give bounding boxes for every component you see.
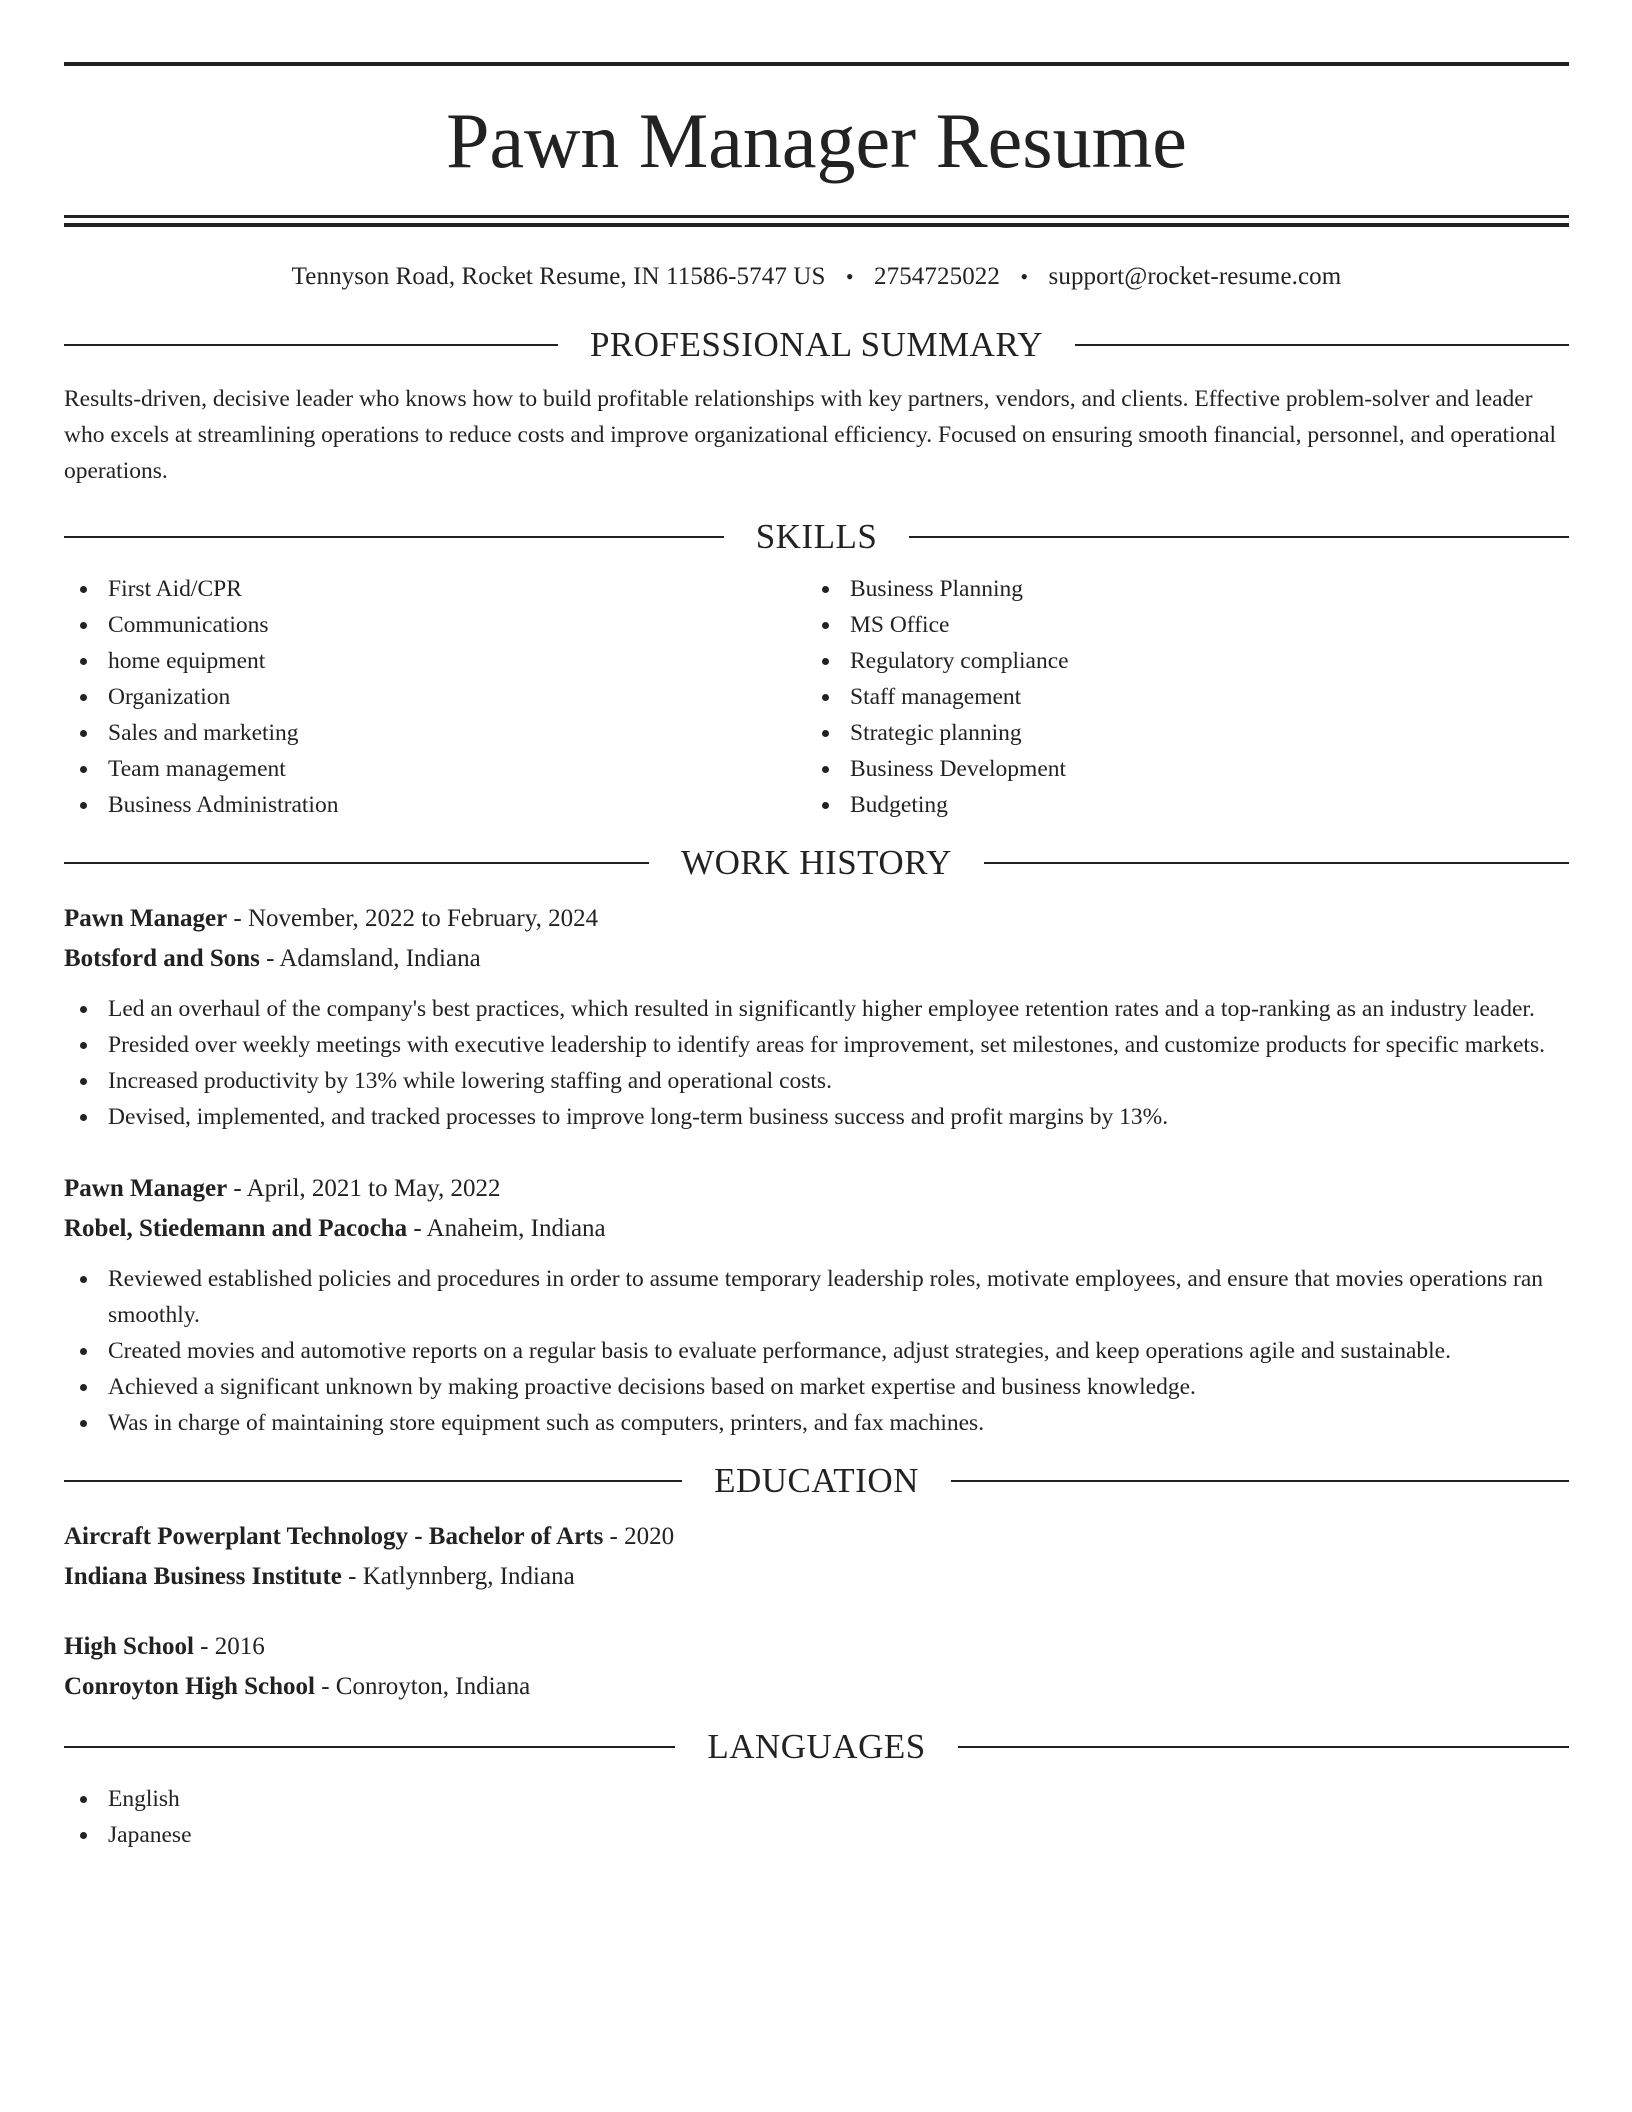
section-heading-skills [64,517,1569,557]
skill-item: MS Office [806,607,1548,643]
education-degree-line [64,1517,1569,1557]
job-entry [64,899,1569,1135]
job-bullet: Reviewed established policies and procedures in order to assume temporary leadership roles, motivate employees, and ensure that movies operations ran smoothly. [64,1261,1569,1333]
heading-rule-left [64,1480,682,1482]
job-title: Pawn Manager [64,905,228,932]
top-rule [64,62,1569,66]
language-item: Japanese [64,1817,1569,1853]
education-location: - Katlynnberg, Indiana [341,1563,575,1590]
section-heading-summary [64,325,1569,365]
job-bullet: Increased productivity by 13% while lowering staffing and operational costs. [64,1063,1569,1099]
summary-text: Results-driven, decisive leader who knows how to build profitable relationships with key partners, vendors, and clients. Effective problem-solver and leader who excels at streamlining operations to reduce costs and improve organizational efficiency. Focused on ensuring smooth financial, personnel, and operational operations. [64,386,1557,484]
skill-item: Communications [64,607,806,643]
section-heading-education [64,1461,1569,1501]
skill-item: Sales and marketing [64,715,806,751]
job-company: Robel, Stiedemann and Pacocha [64,1215,408,1242]
heading-rule-left [64,862,649,864]
education-school-line [64,1557,1569,1597]
language-item: English [64,1781,1569,1817]
job-bullet: Achieved a significant unknown by making proactive decisions based on market expertise and business knowledge. [64,1369,1569,1405]
skill-item: Organization [64,679,806,715]
job-company: Botsford and Sons [64,945,260,972]
job-company-line [64,1209,1569,1249]
education-degree: High School [64,1633,194,1660]
job-dates: - April, 2021 to May, 2022 [227,1175,501,1202]
section-title-summary: PROFESSIONAL SUMMARY [589,325,1044,364]
skills-list-right [806,571,1548,823]
skill-item: Budgeting [806,787,1548,823]
heading-rule-right [1075,344,1569,346]
resume-title: Pawn Manager Resume [446,97,1187,184]
contact-phone: 2754725022 [874,263,1000,290]
section-title-skills: SKILLS [755,517,878,556]
contact-email: support@rocket-resume.com [1048,263,1342,290]
education-school: Conroyton High School [64,1673,315,1700]
heading-rule-left [64,536,724,538]
job-location: - Adamsland, Indiana [259,945,481,972]
job-bullets [64,991,1569,1135]
heading-rule-left [64,1746,675,1748]
skill-item: Strategic planning [806,715,1548,751]
section-title-languages: LANGUAGES [707,1727,926,1766]
education-degree-line [64,1627,1569,1667]
skill-item: Team management [64,751,806,787]
job-bullets [64,1261,1569,1441]
education-degree: Aircraft Powerplant Technology - Bachelor of Arts [64,1523,604,1550]
job-bullet: Was in charge of maintaining store equipment such as computers, printers, and fax machines. [64,1405,1569,1441]
section-heading-languages [64,1727,1569,1767]
job-company-line [64,939,1569,979]
job-title-line [64,899,1569,939]
heading-rule-right [958,1746,1569,1748]
skills-columns [64,571,1569,823]
skill-item: Regulatory compliance [806,643,1548,679]
skill-item: Business Administration [64,787,806,823]
skill-item: Staff management [806,679,1548,715]
education-year: - 2016 [193,1633,265,1660]
section-title-education: EDUCATION [714,1461,919,1500]
contact-separator: • [845,264,854,289]
contact-separator: • [1020,264,1029,289]
job-entry [64,1169,1569,1441]
education-entry [64,1627,1569,1707]
contact-line [64,262,1569,292]
skill-item: home equipment [64,643,806,679]
job-title: Pawn Manager [64,1175,228,1202]
section-heading-work [64,843,1569,883]
job-bullet: Led an overhaul of the company's best practices, which resulted in significantly higher employee retention rates and a top-ranking as an industry leader. [64,991,1569,1027]
heading-rule-right [984,862,1569,864]
education-year: - 2020 [603,1523,675,1550]
skill-item: Business Planning [806,571,1548,607]
education-location: - Conroyton, Indiana [314,1673,531,1700]
education-entry [64,1517,1569,1597]
title-double-rule [64,215,1569,227]
heading-rule-right [909,536,1569,538]
job-dates: - November, 2022 to February, 2024 [227,905,599,932]
languages-list [64,1781,1569,1853]
skill-item: Business Development [806,751,1548,787]
job-bullet: Created movies and automotive reports on a regular basis to evaluate performance, adjust strategies, and keep operations agile and sustainable. [64,1333,1569,1369]
job-title-line [64,1169,1569,1209]
heading-rule-left [64,344,558,346]
education-school: Indiana Business Institute [64,1563,342,1590]
job-location: - Anaheim, Indiana [407,1215,606,1242]
skill-item: First Aid/CPR [64,571,806,607]
job-bullet: Presided over weekly meetings with executive leadership to identify areas for improvement, set milestones, and customize products for specific markets. [64,1027,1569,1063]
education-school-line [64,1667,1569,1707]
heading-rule-right [951,1480,1569,1482]
job-bullet: Devised, implemented, and tracked processes to improve long-term business success and profit margins by 13%. [64,1099,1569,1135]
contact-address: Tennyson Road, Rocket Resume, IN 11586-5747 US [291,263,826,290]
skills-list-left [64,571,806,823]
section-title-work: WORK HISTORY [681,843,952,882]
